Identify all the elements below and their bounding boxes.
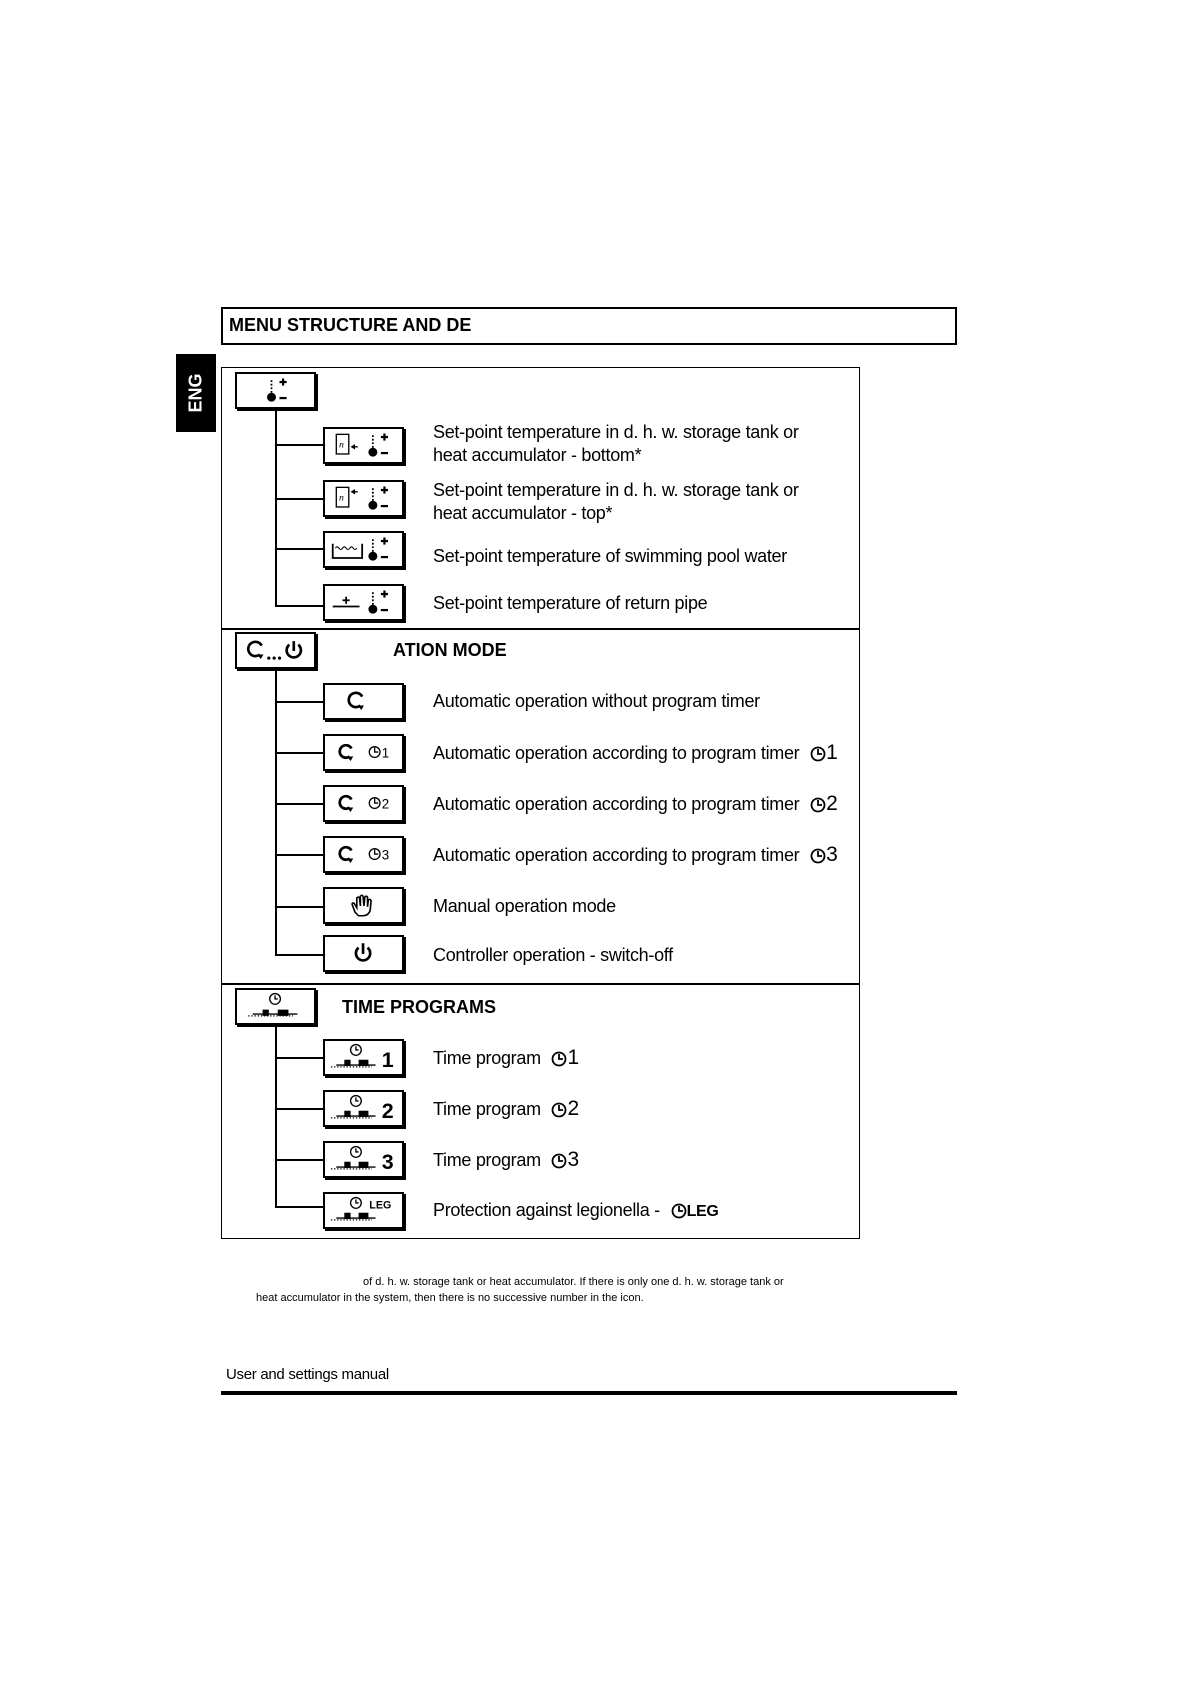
manual-hand-icon[interactable] bbox=[323, 887, 404, 924]
time-program-3-icon[interactable] bbox=[323, 1141, 404, 1178]
power-icon[interactable] bbox=[323, 935, 404, 972]
tree-branch bbox=[275, 498, 323, 500]
clock-icon bbox=[671, 1202, 687, 1225]
timer-number: 2 bbox=[826, 792, 838, 815]
auto-timer-2-icon[interactable] bbox=[323, 785, 404, 822]
auto-timer-3-description bbox=[433, 843, 837, 870]
tank-bottom-thermometer-icon[interactable] bbox=[323, 427, 404, 464]
time-program-leg-icon[interactable] bbox=[323, 1192, 404, 1229]
time-program-1-description bbox=[433, 1046, 579, 1073]
auto-to-off-icon[interactable] bbox=[235, 632, 316, 669]
clock-icon bbox=[810, 745, 826, 768]
time-program-1-text: Time program bbox=[433, 1048, 541, 1068]
clock-icon bbox=[551, 1152, 567, 1175]
svg-text:1: 1 bbox=[381, 1047, 394, 1072]
return-pipe-description: Set-point temperature of return pipe bbox=[433, 593, 708, 613]
tree-branch bbox=[275, 548, 323, 550]
time-programs-title: TIME PROGRAMS bbox=[342, 997, 497, 1017]
timer-number: 1 bbox=[826, 741, 838, 764]
time-program-2-icon[interactable] bbox=[323, 1090, 404, 1127]
svg-text:3: 3 bbox=[381, 847, 390, 863]
pool-description: Set-point temperature of swimming pool water bbox=[433, 546, 787, 566]
clock-icon bbox=[551, 1050, 567, 1073]
language-tab bbox=[176, 354, 216, 432]
legionella-suffix: LEG bbox=[686, 1203, 719, 1220]
time-program-2-description bbox=[433, 1097, 579, 1124]
program-number: 3 bbox=[567, 1148, 579, 1171]
tree-branch bbox=[275, 1057, 323, 1059]
auto-timer-1-description bbox=[433, 741, 837, 768]
svg-text:2: 2 bbox=[381, 1098, 394, 1123]
tank-top-description-line1: Set-point temperature in d. h. w. storage tank or bbox=[433, 480, 799, 500]
section-divider bbox=[221, 628, 860, 630]
svg-text:1: 1 bbox=[381, 745, 390, 761]
tree-branch bbox=[275, 803, 323, 805]
footnote-line2: heat accumulator in the system, then there is no successive number in the icon. bbox=[256, 1292, 644, 1304]
tree-branch bbox=[275, 1206, 323, 1208]
time-program-2-text: Time program bbox=[433, 1099, 541, 1119]
auto-timer-2-text: Automatic operation according to program timer bbox=[433, 794, 800, 814]
auto-timer-3-icon[interactable] bbox=[323, 836, 404, 873]
clock-icon bbox=[551, 1101, 567, 1124]
thermometer-plus-minus-icon[interactable] bbox=[235, 372, 316, 409]
program-number: 2 bbox=[567, 1097, 579, 1120]
language-tab-label: ENG bbox=[185, 373, 206, 413]
operation-mode-title: ATION MODE bbox=[393, 640, 507, 660]
page-title: MENU STRUCTURE AND DE bbox=[229, 315, 472, 335]
tank-bottom-description-line2: heat accumulator - bottom* bbox=[433, 445, 642, 465]
tree-branch bbox=[275, 752, 323, 754]
clock-icon bbox=[810, 796, 826, 819]
tree-connector bbox=[275, 409, 277, 606]
auto-description: Automatic operation without program timer bbox=[433, 691, 760, 711]
switch-off-description: Controller operation - switch-off bbox=[433, 945, 673, 965]
legionella-text: Protection against legionella - bbox=[433, 1200, 660, 1220]
footer-rule bbox=[221, 1391, 957, 1395]
tree-branch bbox=[275, 1108, 323, 1110]
tree-branch bbox=[275, 444, 323, 446]
auto-timer-1-text: Automatic operation according to program timer bbox=[433, 743, 800, 763]
time-program-3-text: Time program bbox=[433, 1150, 541, 1170]
program-number: 1 bbox=[567, 1046, 579, 1069]
svg-text:n: n bbox=[338, 439, 344, 451]
return-pipe-thermometer-icon[interactable] bbox=[323, 584, 404, 621]
auto-timer-2-description bbox=[433, 792, 837, 819]
tree-connector bbox=[275, 669, 277, 955]
time-program-1-icon[interactable] bbox=[323, 1039, 404, 1076]
section-divider bbox=[221, 983, 860, 985]
tree-branch bbox=[275, 605, 323, 607]
time-program-icon[interactable] bbox=[235, 988, 316, 1025]
svg-text:n: n bbox=[338, 492, 344, 504]
timer-number: 3 bbox=[826, 843, 838, 866]
auto-icon[interactable] bbox=[323, 683, 404, 720]
tank-top-description-line2: heat accumulator - top* bbox=[433, 503, 613, 523]
auto-timer-1-icon[interactable] bbox=[323, 734, 404, 771]
tree-branch bbox=[275, 954, 323, 956]
auto-timer-3-text: Automatic operation according to program timer bbox=[433, 845, 800, 865]
tree-branch bbox=[275, 701, 323, 703]
svg-text:3: 3 bbox=[381, 1149, 394, 1174]
leg-badge: LEG bbox=[369, 1199, 392, 1212]
time-program-3-description bbox=[433, 1148, 579, 1175]
footer-text: User and settings manual bbox=[226, 1366, 389, 1383]
legionella-description bbox=[433, 1199, 719, 1225]
footnote-line1: of d. h. w. storage tank or heat accumulator. If there is only one d. h. w. storage tank or bbox=[363, 1276, 784, 1288]
svg-text:2: 2 bbox=[381, 796, 390, 812]
clock-icon bbox=[810, 847, 826, 870]
pool-thermometer-icon[interactable] bbox=[323, 531, 404, 568]
tree-branch bbox=[275, 906, 323, 908]
tree-branch bbox=[275, 854, 323, 856]
tank-bottom-description-line1: Set-point temperature in d. h. w. storage tank or bbox=[433, 422, 799, 442]
tree-branch bbox=[275, 1159, 323, 1161]
manual-description: Manual operation mode bbox=[433, 896, 616, 916]
tank-top-thermometer-icon[interactable] bbox=[323, 480, 404, 517]
tree-connector bbox=[275, 1025, 277, 1207]
